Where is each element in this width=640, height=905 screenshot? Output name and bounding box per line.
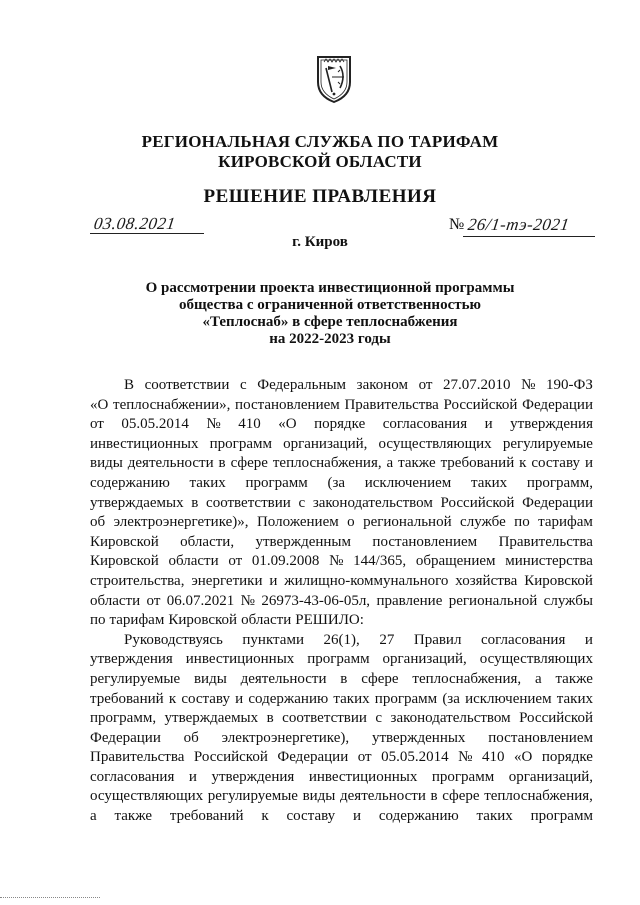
body-word: соответствии — [282, 710, 367, 727]
body-word: утвержденным — [255, 533, 351, 550]
body-word: организаций, — [508, 768, 593, 785]
body-word: «О — [513, 749, 533, 766]
body-word: регулируемые — [207, 788, 298, 805]
body-word: таких — [476, 808, 513, 825]
body-word: области — [241, 612, 292, 629]
body-word: инвестиционных — [308, 768, 418, 785]
body-word: составу — [286, 808, 336, 825]
body-word: также — [555, 670, 593, 687]
body-word: Кировской — [90, 553, 159, 570]
body-word: инвестиционных — [90, 435, 199, 452]
body-word: в — [191, 494, 199, 511]
body-word: (за — [327, 474, 346, 491]
body-word: содержанию — [378, 808, 459, 825]
body-word: соответствии — [144, 377, 230, 393]
body-word: с — [239, 377, 247, 393]
body-word: осуществляющих — [479, 651, 593, 668]
body-word: № — [521, 377, 536, 393]
body-word: деятельности — [127, 455, 214, 472]
body-word: законодательством — [390, 710, 511, 727]
scan-edge-mark — [0, 897, 100, 898]
body-line — [90, 768, 593, 788]
body-word: таких — [333, 690, 370, 707]
body-word: от — [228, 553, 243, 570]
body-word: постановлением — [488, 729, 593, 746]
body-word: осуществляющих — [378, 435, 492, 452]
body-word: в — [430, 788, 438, 805]
body-line — [90, 454, 593, 474]
body-word: министерства — [505, 553, 593, 570]
body-word: 05.05.2014 — [121, 416, 189, 433]
body-word: программ — [530, 808, 593, 825]
body-word: а — [386, 455, 394, 472]
body-word: Руководствуясь — [124, 631, 223, 648]
body-word: утверждения — [90, 651, 173, 668]
document-type: РЕШЕНИЕ ПРАВЛЕНИЯ — [203, 186, 437, 207]
body-word: к — [519, 455, 527, 472]
body-word: № — [458, 749, 473, 766]
body-word: электроэнергетике)», — [113, 514, 249, 531]
body-word: «О — [90, 396, 109, 413]
body-line — [90, 552, 593, 572]
body-word: области — [168, 553, 219, 570]
body-line — [90, 748, 593, 768]
body-word: таких — [470, 474, 508, 491]
body-word: области — [90, 592, 141, 609]
body-word: сфере — [442, 788, 480, 805]
body-word: теплоснабжения, — [272, 455, 382, 472]
body-word: пунктами — [242, 631, 304, 648]
body-word: программ — [431, 768, 495, 785]
body-word: № — [329, 553, 344, 570]
document-number: 26/1-тэ-2021 — [466, 215, 571, 234]
body-word: порядке — [314, 416, 366, 433]
body-word: содержанию — [90, 474, 170, 491]
organization-name-line1: РЕГИОНАЛЬНАЯ СЛУЖБА ПО ТАРИФАМ — [141, 132, 499, 151]
body-word: организаций, — [382, 651, 467, 668]
body-word: РЕШИЛО: — [295, 612, 364, 629]
body-word: требований — [440, 455, 515, 472]
body-word: содержанию — [248, 690, 329, 707]
body-word: (за — [442, 690, 460, 707]
body-word: Российской — [443, 396, 518, 413]
body-line — [90, 709, 593, 729]
body-line — [90, 396, 593, 416]
body-word: и — [484, 416, 493, 433]
body-word: Федерации — [522, 494, 593, 511]
body-word: осуществляющих — [90, 788, 204, 805]
body-word: Кировской — [524, 572, 593, 589]
body-word: «О — [278, 416, 297, 433]
body-word: программ — [245, 474, 308, 491]
body-word: регулируемые — [90, 670, 181, 687]
body-word: организаций, — [283, 435, 368, 452]
body-word: и — [353, 808, 362, 825]
body-word: соответствии — [206, 494, 291, 511]
body-word: программ, — [90, 710, 157, 727]
body-word: исключением — [465, 690, 552, 707]
body-word: региональной — [363, 514, 452, 531]
body-word: Правительства — [344, 396, 439, 413]
body-word: теплоснабжения, — [484, 788, 593, 805]
body-word: Российской — [193, 749, 268, 766]
body-word: инвестиционных — [185, 651, 295, 668]
body-word: исключением — [364, 474, 452, 491]
body-word: жилищно-коммунального — [284, 572, 449, 589]
body-word: обращением — [415, 553, 496, 570]
body-word: законом — [356, 377, 408, 393]
body-line — [90, 631, 593, 651]
body-word: виды — [90, 455, 123, 472]
body-line — [90, 670, 593, 690]
body-word: 06.07.2021 — [166, 592, 235, 609]
body-word: от — [90, 416, 104, 433]
body-line — [90, 533, 593, 553]
body-line — [90, 376, 593, 396]
body-word: сфере — [361, 670, 399, 687]
body-word: в — [218, 455, 226, 472]
body-line — [90, 513, 593, 533]
body-word: 410 — [238, 416, 261, 433]
body-word: утверждаемых — [90, 494, 184, 511]
body-word: службе — [460, 514, 506, 531]
body-word: 05.05.2014 — [381, 749, 449, 766]
body-word: программ — [209, 435, 272, 452]
body-word: и — [188, 768, 197, 785]
body-line — [90, 650, 593, 670]
body-word: Правительства — [90, 749, 185, 766]
body-word: от — [418, 377, 433, 393]
document-date: 03.08.2021 — [92, 214, 177, 233]
body-word: требований — [90, 690, 164, 707]
body-line — [90, 690, 593, 710]
body-word: региональной — [448, 592, 538, 609]
body-word: и — [584, 631, 593, 648]
body-word: к — [261, 808, 269, 825]
body-word: а — [90, 808, 97, 825]
body-word: и — [269, 572, 278, 589]
body-word: Российской — [519, 710, 593, 727]
body-word: утверждения — [211, 768, 295, 785]
body-word: программ, — [526, 474, 593, 491]
body-word: деятельности — [240, 670, 327, 687]
body-word: деятельности — [340, 788, 426, 805]
body-word: законодательством — [312, 494, 433, 511]
body-word: согласования — [382, 416, 468, 433]
body-word: по — [90, 612, 106, 629]
body-line — [90, 611, 593, 631]
body-word: таких — [189, 474, 226, 491]
body-word: и — [235, 690, 244, 707]
body-word: постановлением — [372, 533, 478, 550]
body-word: В — [124, 377, 135, 393]
body-line — [90, 787, 593, 807]
body-word: № — [240, 592, 255, 609]
body-word: от — [146, 592, 161, 609]
title-line: на 2022-2023 годы — [269, 331, 391, 347]
body-word: Правил — [413, 631, 462, 648]
body-word: тарифам — [538, 514, 593, 531]
body-word: также — [398, 455, 436, 472]
body-word: порядке — [541, 749, 593, 766]
body-word: постановлением — [235, 396, 340, 413]
body-word: Федерации — [277, 749, 349, 766]
body-line — [90, 807, 593, 827]
body-word: тарифам — [109, 612, 165, 629]
body-word: области, — [180, 533, 235, 550]
kirov-coat-of-arms-icon — [314, 54, 354, 104]
body-word: 27 — [379, 631, 395, 648]
body-word: с — [298, 494, 306, 511]
body-word: а — [534, 670, 542, 687]
body-word: Кировской — [90, 533, 159, 550]
body-word: составу — [531, 455, 581, 472]
body-word: по — [514, 514, 530, 531]
title-line: О рассмотрении проекта инвестиционной программы — [145, 280, 515, 296]
body-word: 26973-43-06-05л, — [261, 592, 371, 609]
document-body — [90, 376, 593, 827]
body-word: правление — [376, 592, 443, 609]
body-word: Российской — [440, 494, 515, 511]
body-word: Правительства — [498, 533, 593, 550]
body-word: согласования — [481, 631, 566, 648]
body-word: виды — [302, 788, 336, 805]
body-word: 410 — [481, 749, 505, 766]
body-word: виды — [193, 670, 227, 687]
body-word: 01.09.2008 — [251, 553, 320, 570]
body-word: об — [183, 729, 199, 746]
body-word: также — [114, 808, 153, 825]
body-word: теплоснабжения, — [412, 670, 522, 687]
body-word: электроэнергетике), — [221, 729, 350, 746]
body-word: 144/365, — [353, 553, 407, 570]
body-word: Федерации — [90, 729, 161, 746]
body-word: с — [375, 710, 383, 727]
title-line: «Теплоснаб» в сфере теплоснабжения — [202, 314, 458, 330]
body-word: регулируемые — [502, 435, 593, 452]
body-line — [90, 592, 593, 612]
body-word: от — [357, 749, 372, 766]
body-word: теплоснабжении», — [113, 396, 231, 413]
body-line — [90, 729, 593, 749]
body-word: составу — [181, 690, 230, 707]
body-word: утверждаемых — [164, 710, 259, 727]
body-word: в — [266, 710, 274, 727]
body-word: об — [90, 514, 106, 531]
body-line — [90, 415, 593, 435]
city-name: г. Киров — [292, 234, 348, 250]
body-word: программ — [307, 651, 370, 668]
body-word: о — [347, 514, 355, 531]
body-word: службы — [543, 592, 593, 609]
document-title — [120, 280, 540, 348]
body-word: энергетики — [191, 572, 263, 589]
body-word: требований — [169, 808, 244, 825]
body-word: к — [168, 690, 177, 707]
body-line — [90, 435, 593, 455]
body-line — [90, 572, 593, 592]
body-line — [90, 494, 593, 514]
body-word: 27.07.2010 — [443, 377, 511, 393]
body-word: хозяйства — [455, 572, 518, 589]
body-word: Федеральным — [257, 377, 347, 393]
body-line — [90, 474, 593, 494]
number-sign: № — [449, 216, 465, 233]
body-word: согласования — [90, 768, 175, 785]
body-word: № — [206, 416, 221, 433]
body-word: в — [340, 670, 348, 687]
body-word: программ — [374, 690, 438, 707]
title-line: общества с ограниченной ответственностью — [179, 297, 481, 313]
body-word: и — [584, 455, 593, 472]
body-word: 190-ФЗ — [546, 377, 593, 393]
body-word: Положением — [256, 514, 339, 531]
body-word: утвержденных — [371, 729, 466, 746]
body-word: Кировской — [168, 612, 238, 629]
body-word: утверждения — [510, 416, 593, 433]
body-word: Федерации — [522, 396, 593, 413]
organization-name-line2: КИРОВСКОЙ ОБЛАСТИ — [218, 152, 422, 171]
body-word: сфере — [230, 455, 268, 472]
body-word: строительства, — [90, 572, 185, 589]
body-word: 26(1), — [323, 631, 360, 648]
body-word: таких — [556, 690, 593, 707]
